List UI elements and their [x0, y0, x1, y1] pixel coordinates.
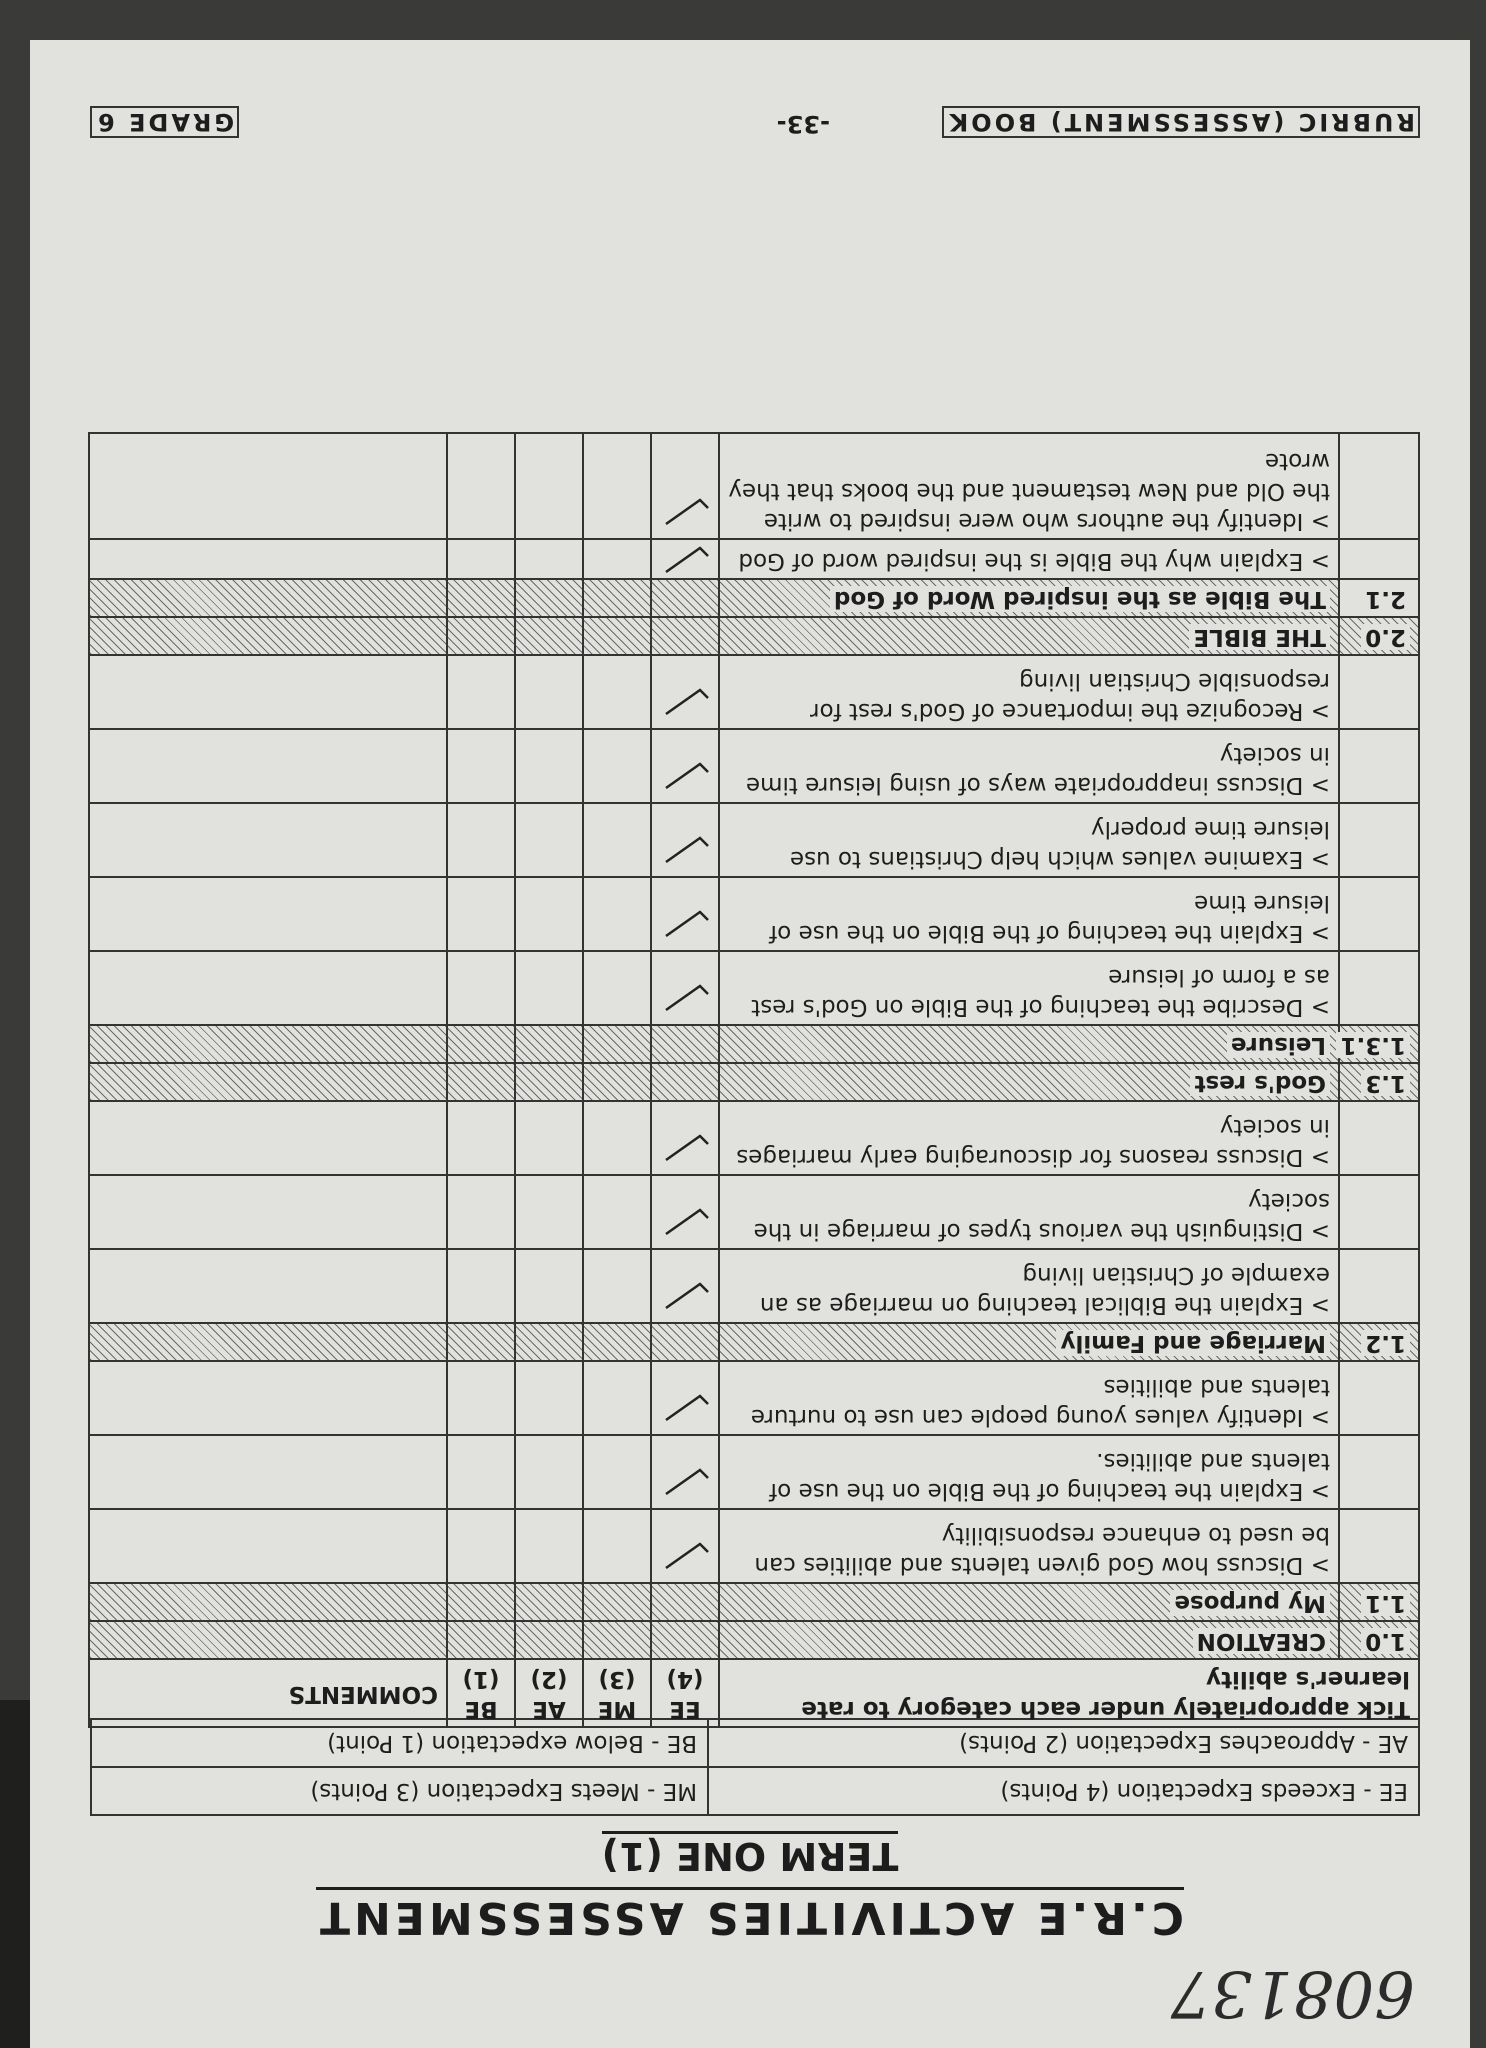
be-cell[interactable]	[447, 433, 515, 539]
ee-cell[interactable]	[651, 877, 719, 951]
ee-cell[interactable]	[651, 1249, 719, 1323]
ae-cell[interactable]	[515, 539, 583, 579]
criterion-text: > Discuss how God given talents and abilities can be used to enhance responsibility	[719, 1509, 1339, 1583]
tick-mark-icon	[662, 1464, 712, 1498]
header-me: ME (3)	[583, 1659, 651, 1727]
criterion-row	[89, 655, 1419, 729]
comments-cell[interactable]	[89, 539, 447, 579]
ae-cell[interactable]	[515, 1435, 583, 1509]
be-cell[interactable]	[447, 1435, 515, 1509]
subsection-title: Leisure	[719, 1025, 1339, 1063]
be-cell[interactable]	[447, 655, 515, 729]
subsection-number: 1.1	[1339, 1583, 1419, 1621]
ee-cell[interactable]	[651, 539, 719, 579]
ee-cell[interactable]	[651, 655, 719, 729]
criterion-text: > Identify the authors who were inspired to write the Old and New testament and the books that they wrote	[719, 433, 1339, 539]
be-cell[interactable]	[447, 1361, 515, 1435]
page-subtitle: TERM ONE (1)	[30, 1834, 1470, 1878]
me-cell[interactable]	[583, 729, 651, 803]
tick-mark-icon	[662, 1204, 712, 1238]
ae-cell[interactable]	[515, 803, 583, 877]
criterion-row	[89, 1509, 1419, 1583]
be-cell[interactable]	[447, 1509, 515, 1583]
legend-ae: AE - Approaches Expectation (2 Points)	[708, 1719, 1419, 1767]
criterion-row	[89, 1361, 1419, 1435]
me-cell[interactable]	[583, 1101, 651, 1175]
criterion-row	[89, 803, 1419, 877]
comments-cell[interactable]	[89, 1361, 447, 1435]
tick-mark-icon	[662, 494, 712, 528]
page-number: -33-	[776, 110, 830, 138]
section-number: 2.0	[1339, 617, 1419, 655]
tick-mark-icon	[662, 1538, 712, 1572]
subsection-row	[89, 1025, 1419, 1063]
comments-cell[interactable]	[89, 1101, 447, 1175]
ae-cell[interactable]	[515, 729, 583, 803]
ae-cell[interactable]	[515, 433, 583, 539]
subsection-title: God's rest	[719, 1063, 1339, 1101]
document-page	[30, 40, 1470, 2048]
ae-cell[interactable]	[515, 1509, 583, 1583]
tick-mark-icon	[662, 1130, 712, 1164]
section-title: CREATION	[719, 1621, 1339, 1659]
ae-cell[interactable]	[515, 1175, 583, 1249]
header-be: BE (1)	[447, 1659, 515, 1727]
subsection-row	[89, 1063, 1419, 1101]
me-cell[interactable]	[583, 539, 651, 579]
subsection-number: 2.1	[1339, 579, 1419, 617]
me-cell[interactable]	[583, 877, 651, 951]
criterion-row	[89, 1175, 1419, 1249]
be-cell[interactable]	[447, 1101, 515, 1175]
tick-mark-icon	[662, 542, 712, 576]
subsection-row	[89, 1583, 1419, 1621]
tick-mark-icon	[662, 1278, 712, 1312]
ee-cell[interactable]	[651, 1509, 719, 1583]
comments-cell[interactable]	[89, 1509, 447, 1583]
comments-cell[interactable]	[89, 433, 447, 539]
handwritten-id: 608137	[1170, 1956, 1415, 2030]
comments-cell[interactable]	[89, 655, 447, 729]
section-row	[89, 1621, 1419, 1659]
header-comments: COMMENTS	[89, 1659, 447, 1727]
subsection-title: The Bible as the inspired Word of God	[719, 579, 1339, 617]
subsection-title: My purpose	[719, 1583, 1339, 1621]
tick-mark-icon	[662, 1390, 712, 1424]
subsection-row	[89, 579, 1419, 617]
be-cell[interactable]	[447, 1175, 515, 1249]
me-cell[interactable]	[583, 1509, 651, 1583]
criterion-text: > Explain why the Bible is the inspired word of God	[719, 539, 1339, 579]
tick-mark-icon	[662, 758, 712, 792]
ee-cell[interactable]	[651, 1435, 719, 1509]
criterion-row	[89, 951, 1419, 1025]
me-cell[interactable]	[583, 1175, 651, 1249]
me-cell[interactable]	[583, 433, 651, 539]
subsection-number: 1.3	[1339, 1063, 1419, 1101]
ee-cell[interactable]	[651, 1361, 719, 1435]
section-number: 1.0	[1339, 1621, 1419, 1659]
tick-mark-icon	[662, 906, 712, 940]
ee-cell[interactable]	[651, 1175, 719, 1249]
ae-cell[interactable]	[515, 951, 583, 1025]
ae-cell[interactable]	[515, 1101, 583, 1175]
legend-table	[90, 1718, 1420, 1816]
subsection-number: 1.2	[1339, 1323, 1419, 1361]
criterion-text: > Explain the teaching of the Bible on the use of talents and abilities.	[719, 1435, 1339, 1509]
comments-cell[interactable]	[89, 729, 447, 803]
page-title: C.R.E ACTIVITIES ASSESSMENT	[30, 1892, 1470, 1943]
legend-be: BE - Below expectation (1 Point)	[91, 1719, 708, 1767]
criterion-row	[89, 877, 1419, 951]
criterion-text: > Examine values which help Christians to use leisure time properly	[719, 803, 1339, 877]
comments-cell[interactable]	[89, 1435, 447, 1509]
comments-cell[interactable]	[89, 803, 447, 877]
paper-sheet	[30, 40, 1470, 2048]
ae-cell[interactable]	[515, 1249, 583, 1323]
comments-cell[interactable]	[89, 951, 447, 1025]
header-instruction: Tick appropriately under each category to rate learner's ability	[719, 1659, 1419, 1727]
criterion-text: > Describe the teaching of the Bible on God's rest as a form of leisure	[719, 951, 1339, 1025]
ee-cell[interactable]	[651, 729, 719, 803]
criterion-text: > Explain the teaching of the Bible on the use of leisure time	[719, 877, 1339, 951]
ee-cell[interactable]	[651, 1101, 719, 1175]
criterion-row	[89, 729, 1419, 803]
me-cell[interactable]	[583, 951, 651, 1025]
me-cell[interactable]	[583, 1249, 651, 1323]
subsection-number: 1.3.1	[1339, 1025, 1419, 1063]
be-cell[interactable]	[447, 877, 515, 951]
criterion-text: > Identify values young people can use to nurture talents and abilities	[719, 1361, 1339, 1435]
subsection-row	[89, 1323, 1419, 1361]
header-ee: EE (4)	[651, 1659, 719, 1727]
be-cell[interactable]	[447, 1249, 515, 1323]
ee-cell[interactable]	[651, 433, 719, 539]
rubric-table	[88, 432, 1420, 1728]
subsection-title: Marriage and Family	[719, 1323, 1339, 1361]
comments-cell[interactable]	[89, 877, 447, 951]
section-title: THE BIBLE	[719, 617, 1339, 655]
legend-ee: EE - Exceeds Expectation (4 Points)	[708, 1767, 1419, 1815]
tick-mark-icon	[662, 684, 712, 718]
criterion-row	[89, 539, 1419, 579]
comments-cell[interactable]	[89, 1249, 447, 1323]
criterion-text: > Distinguish the various types of marriage in the society	[719, 1175, 1339, 1249]
footer-book-title: RUBRIC (ASSESSMENT) BOOK	[942, 106, 1420, 138]
section-row	[89, 617, 1419, 655]
be-cell[interactable]	[447, 951, 515, 1025]
tick-mark-icon	[662, 832, 712, 866]
me-cell[interactable]	[583, 655, 651, 729]
ae-cell[interactable]	[515, 877, 583, 951]
criterion-text: > Recognize the importance of God's rest for responsible Christian living	[719, 655, 1339, 729]
footer-grade: GRADE 6	[90, 106, 239, 138]
me-cell[interactable]	[583, 1435, 651, 1509]
criterion-text: > Discuss inappropriate ways of using leisure time in society	[719, 729, 1339, 803]
header-ae: AE (2)	[515, 1659, 583, 1727]
criterion-row	[89, 1249, 1419, 1323]
tick-mark-icon	[662, 980, 712, 1014]
legend-me: ME - Meets Expectation (3 Points)	[91, 1767, 708, 1815]
be-cell[interactable]	[447, 729, 515, 803]
criterion-text: > Explain the Biblical teaching on marriage as an example of Christian living	[719, 1249, 1339, 1323]
criterion-row	[89, 1101, 1419, 1175]
me-cell[interactable]	[583, 803, 651, 877]
ee-cell[interactable]	[651, 951, 719, 1025]
comments-cell[interactable]	[89, 1175, 447, 1249]
be-cell[interactable]	[447, 539, 515, 579]
be-cell[interactable]	[447, 803, 515, 877]
ee-cell[interactable]	[651, 803, 719, 877]
criterion-row	[89, 433, 1419, 539]
ae-cell[interactable]	[515, 1361, 583, 1435]
me-cell[interactable]	[583, 1361, 651, 1435]
criterion-row	[89, 1435, 1419, 1509]
ae-cell[interactable]	[515, 655, 583, 729]
header-row	[89, 1659, 1419, 1727]
criterion-text: > Discuss reasons for discouraging early marriages in society	[719, 1101, 1339, 1175]
